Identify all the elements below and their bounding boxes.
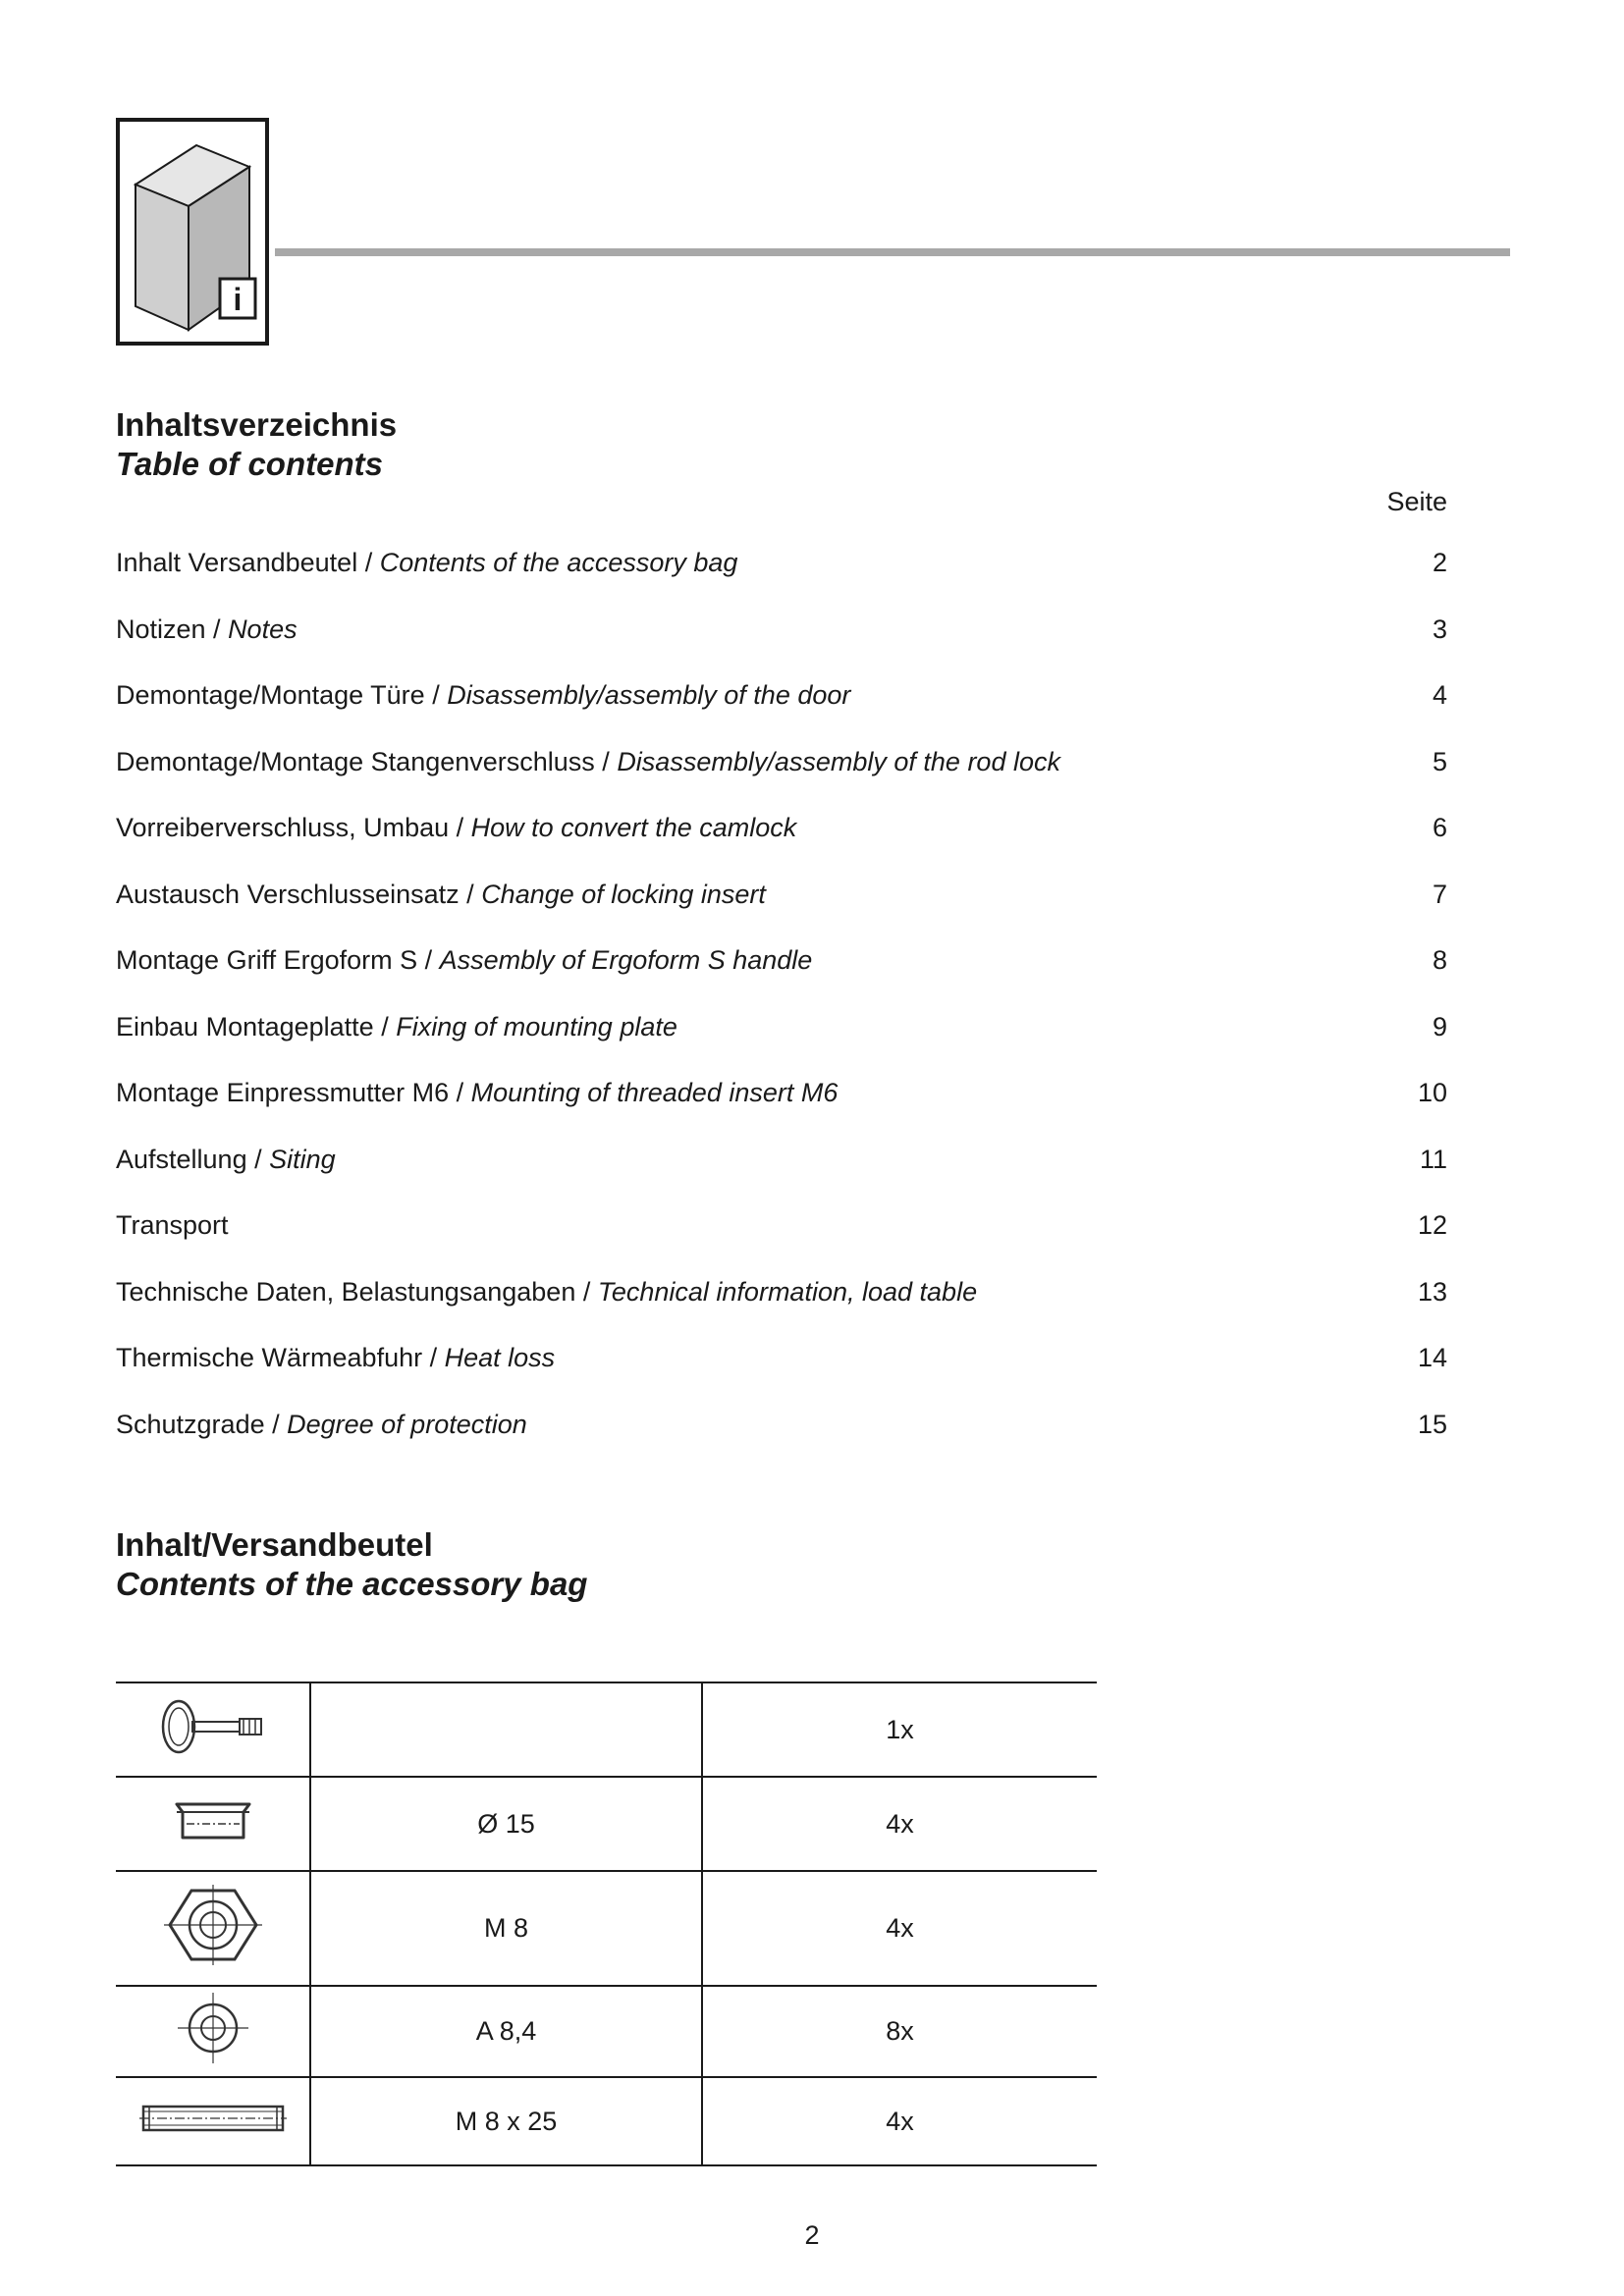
item-quantity: 4x (702, 1777, 1097, 1871)
toc-entry-page: 6 (1432, 813, 1447, 842)
toc-entry[interactable] (116, 1210, 1447, 1277)
toc-entry[interactable] (116, 747, 1447, 814)
header-rule (275, 248, 1510, 256)
table-row (116, 1777, 1097, 1871)
item-icon-cell (116, 1986, 310, 2077)
item-quantity: 1x (702, 1682, 1097, 1777)
toc-entry-page: 5 (1432, 746, 1447, 776)
toc-entry[interactable] (116, 1277, 1447, 1344)
item-size: A 8,4 (310, 1986, 702, 2077)
item-size (310, 1682, 702, 1777)
toc-entry[interactable] (116, 1012, 1447, 1079)
toc-entry-page: 2 (1432, 548, 1447, 577)
item-icon-cell (116, 1777, 310, 1871)
toc-entry-title: Einbau Montageplatte / Fixing of mounting plate (116, 1011, 677, 1041)
toc-entry-title: Transport (116, 1210, 229, 1240)
toc-entry-page: 11 (1419, 1144, 1447, 1174)
toc-entry-title: Thermische Wärmeabfuhr / Heat loss (116, 1343, 556, 1372)
toc-entry-page: 9 (1432, 1011, 1447, 1041)
toc-entry-title: Austausch Verschlusseinsatz / Change of locking insert (116, 879, 766, 909)
toc-entry-page: 10 (1417, 1078, 1447, 1107)
toc-entry-title: Aufstellung / Siting (116, 1144, 336, 1174)
enclosure-info-icon (120, 122, 265, 342)
toc-entry[interactable] (116, 945, 1447, 1012)
toc-entry[interactable] (116, 1078, 1447, 1145)
toc-entry-page: 3 (1432, 614, 1447, 644)
item-quantity: 8x (702, 1986, 1097, 2077)
toc-entry-page: 13 (1417, 1276, 1447, 1307)
screw-icon (139, 2099, 287, 2138)
table-row (116, 1871, 1097, 1986)
item-icon-cell (116, 1682, 310, 1777)
toc-entry-title: Vorreiberverschluss, Umbau / How to convert the camlock (116, 813, 797, 842)
toc-entry-title: Montage Einpressmutter M6 / Mounting of threaded insert M6 (116, 1078, 839, 1107)
toc-entry-title: Inhalt Versandbeutel / Contents of the accessory bag (116, 548, 738, 577)
toc-entry[interactable] (116, 680, 1447, 747)
hex-nut-icon (164, 1881, 262, 1969)
toc-entry[interactable] (116, 1343, 1447, 1410)
toc-heading-de: Inhaltsverzeichnis (116, 406, 398, 443)
toc-heading-en: Table of contents (116, 446, 383, 482)
contents-heading-en: Contents of the accessory bag (116, 1566, 588, 1602)
toc-entry-page: 8 (1432, 945, 1447, 975)
toc-entry-page: 14 (1417, 1343, 1447, 1372)
toc-entry-title: Technische Daten, Belastungsangaben / Technical information, load table (116, 1276, 978, 1307)
toc-entry[interactable] (116, 880, 1447, 946)
item-icon-cell (116, 2077, 310, 2165)
toc-list (116, 548, 1447, 1475)
table-row (116, 1682, 1097, 1777)
toc-entry-title: Montage Griff Ergoform S / Assembly of Ergoform S handle (116, 945, 813, 975)
item-icon-cell (116, 1871, 310, 1986)
washer-icon (174, 1989, 252, 2067)
item-quantity: 4x (702, 1871, 1097, 1986)
toc-entry-page: 7 (1432, 879, 1447, 909)
toc-entry-title: Demontage/Montage Stangenverschluss / Disassembly/assembly of the rod lock (116, 746, 1060, 776)
toc-entry-page: 4 (1432, 680, 1447, 710)
item-quantity: 4x (702, 2077, 1097, 2165)
page-number: 2 (804, 2220, 820, 2250)
svg-text:i: i (233, 282, 243, 317)
table-row (116, 1986, 1097, 2077)
accessory-table (116, 1682, 1097, 2166)
item-size: M 8 (310, 1871, 702, 1986)
toc-entry[interactable] (116, 1410, 1447, 1476)
plug-icon (169, 1796, 257, 1845)
item-size: Ø 15 (310, 1777, 702, 1871)
info-enclosure-logo (116, 118, 269, 346)
toc-entry-page: 15 (1417, 1409, 1447, 1439)
toc-entry-title: Notizen / Notes (116, 614, 298, 644)
toc-entry[interactable] (116, 548, 1447, 614)
toc-page-column-header: Seite (1386, 487, 1447, 516)
table-row (116, 2077, 1097, 2165)
toc-entry[interactable] (116, 614, 1447, 681)
toc-entry[interactable] (116, 813, 1447, 880)
toc-entry-page: 12 (1417, 1210, 1447, 1240)
toc-entry-title: Demontage/Montage Türe / Disassembly/assembly of the door (116, 680, 851, 710)
toc-entry-title: Schutzgrade / Degree of protection (116, 1409, 527, 1439)
contents-heading-de: Inhalt/Versandbeutel (116, 1526, 433, 1563)
key-icon (159, 1692, 267, 1761)
toc-entry[interactable] (116, 1145, 1447, 1211)
item-size: M 8 x 25 (310, 2077, 702, 2165)
